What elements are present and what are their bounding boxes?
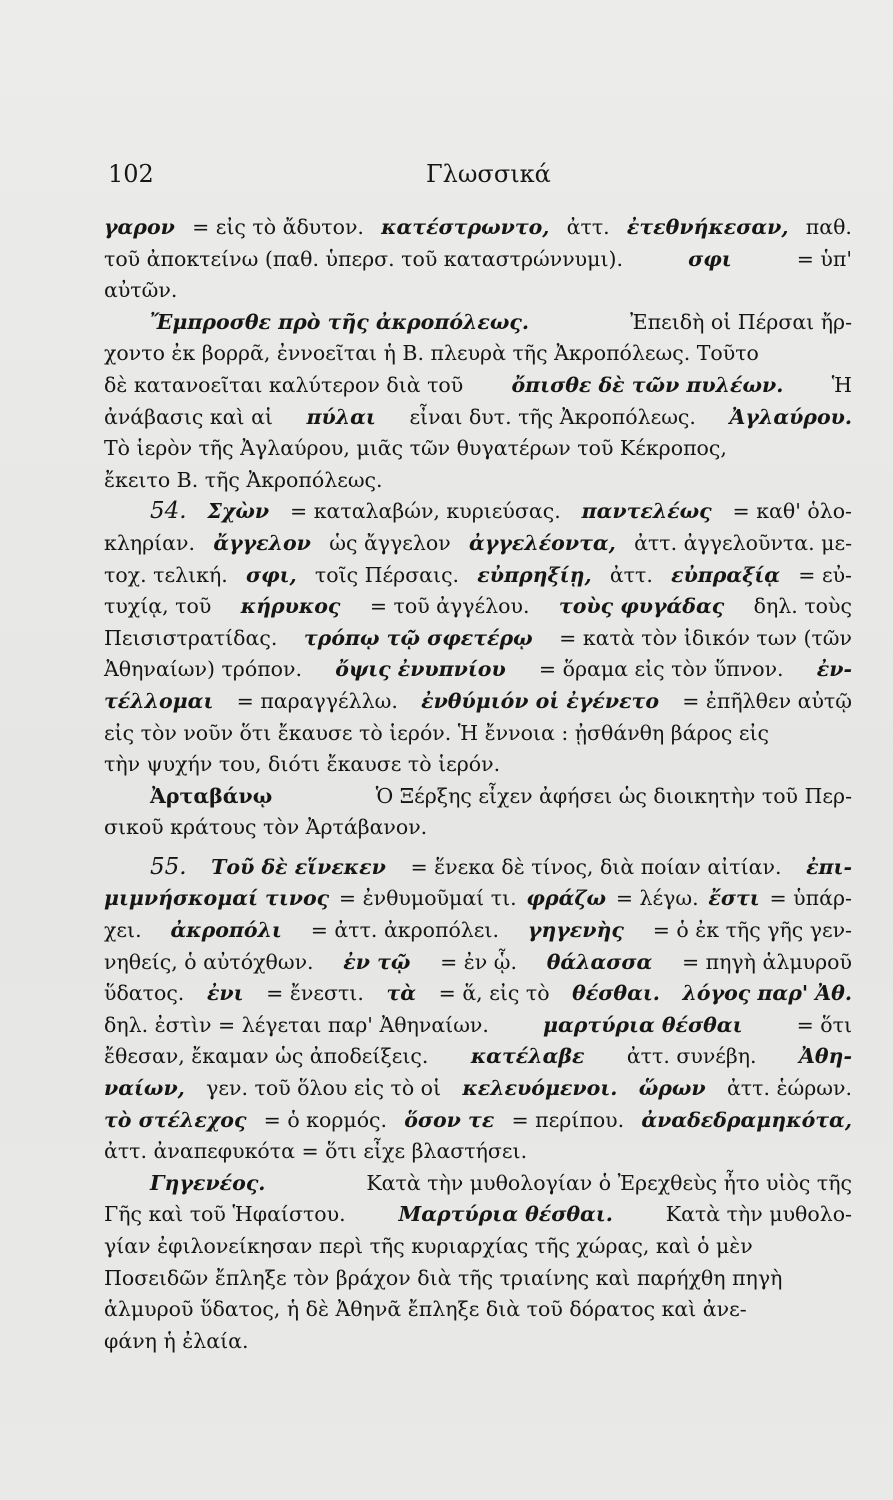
text-line xyxy=(104,947,852,979)
lemma-term: κελευόμενοι. xyxy=(462,1076,618,1101)
lemma-term: ὄπισθε δὲ τῶν πυλέων. xyxy=(511,372,784,397)
text-line xyxy=(104,560,852,592)
lemma-term: παντελέως xyxy=(581,499,712,524)
gloss-text: ἔκειτο Β. τῆς Ἀκροπόλεως. xyxy=(104,467,383,492)
lemma-term: σφι, xyxy=(245,562,297,587)
lemma-term: ναίων, xyxy=(104,1076,185,1101)
lemma-term: ἐν τῷ xyxy=(343,949,411,974)
lemma-term: Ἀθη- xyxy=(798,1044,852,1069)
text-line xyxy=(104,623,852,655)
gloss-text: γεν. τοῦ ὅλου εἰς τὸ οἱ xyxy=(206,1076,442,1101)
gloss-text: ἀττ. ἀγγελοῦντα. με- xyxy=(634,530,852,555)
text-line xyxy=(104,1168,852,1200)
gloss-text: = τοῦ ἀγγέλου. xyxy=(369,594,530,619)
commentary-text xyxy=(104,212,852,1357)
lemma-term: φράζω xyxy=(526,886,607,911)
running-title: Γλωσσικά xyxy=(426,160,551,188)
gloss-text: = ἀττ. ἀκροπόλει. xyxy=(310,918,499,943)
gloss-text: Ὁ Ξέρξης εἶχεν ἀφήσει ὡς διοικητὴν τοῦ Περ- xyxy=(375,783,852,808)
lemma-term: γηγενὴς xyxy=(527,918,624,943)
gloss-text: Πεισιστρατίδας. xyxy=(104,625,278,650)
gloss-text: ἁλμυροῦ ὕδατος, ἡ δὲ Ἀθηνᾶ ἔπληξε διὰ τοῦ δόρατος καὶ ἀνε- xyxy=(104,1297,747,1322)
lemma-term: τρόπῳ τῷ σφετέρῳ xyxy=(303,625,533,650)
lemma-term: Τοῦ δὲ εἵνεκεν xyxy=(211,854,386,879)
lemma-term: ἐπι- xyxy=(806,854,852,879)
text-line xyxy=(104,1294,852,1326)
lemma-term: κατέλαβε xyxy=(470,1044,585,1069)
lemma-term: τὸ στέλεχος xyxy=(104,1107,247,1132)
text-line xyxy=(104,852,852,884)
gloss-text: παθ. xyxy=(805,215,852,239)
lemma-term: Ἀγλαύρου. xyxy=(729,404,852,429)
lemma-term: ὄψις ἐνυπνίου xyxy=(335,657,506,682)
lemma-term: τέλλομαι xyxy=(104,688,214,713)
gloss-text: χει. xyxy=(104,918,142,943)
gloss-text: δὲ κατανοεῖται καλύτερον διὰ τοῦ xyxy=(104,372,464,397)
gloss-text: = καταλαβών, κυριεύσας. xyxy=(290,499,561,524)
lemma-term: λόγος παρ' Ἀθ. xyxy=(682,981,852,1006)
page-number: 102 xyxy=(108,160,154,188)
lemma-term: γαρον xyxy=(104,215,175,239)
text-line xyxy=(104,212,852,244)
gloss-text: τοῦ ἀποκτείνω (παθ. ὑπερσ. τοῦ καταστρώννυμι). xyxy=(104,246,624,271)
text-line xyxy=(104,812,852,844)
text-line xyxy=(104,883,852,915)
text-line xyxy=(104,402,852,434)
text-line xyxy=(104,1199,852,1231)
lemma-term: Ἔμπροσθε πρὸ τῆς ἀκροπόλεως. xyxy=(150,309,529,334)
lemma-term: εὐπρηξίῃ, xyxy=(477,562,592,587)
lemma-term: μιμνήσκομαί τινος xyxy=(104,886,330,911)
text-line xyxy=(104,338,852,370)
gloss-text: τὴν ψυχήν του, διότι ἔκαυσε τὸ ἱερόν. xyxy=(104,752,501,777)
gloss-text: φάνη ἡ ἐλαία. xyxy=(104,1328,249,1353)
lemma-term: τὰ xyxy=(386,981,417,1006)
lemma-term: ὅσον τε xyxy=(404,1107,495,1132)
gloss-text: αὐτῶν. xyxy=(104,278,178,303)
section-number: 54. xyxy=(150,498,187,525)
text-line xyxy=(104,915,852,947)
gloss-text: = ἅ, εἰς τὸ xyxy=(438,981,550,1006)
text-line xyxy=(104,781,852,813)
gloss-text: γίαν ἐφιλονείκησαν περὶ τῆς κυριαρχίας τῆς χώρας, καὶ ὁ μὲν xyxy=(104,1234,753,1258)
lemma-term: ἀγγελέοντα, xyxy=(469,530,616,555)
gloss-text: ἀττ. ἀναπεφυκότα = ὅτι εἶχε βλαστήσει. xyxy=(104,1139,528,1164)
gloss-text: = εὐ- xyxy=(798,562,852,587)
text-line xyxy=(104,496,852,528)
gloss-text: κληρίαν. xyxy=(104,530,195,555)
text-line xyxy=(104,465,852,497)
gloss-text: ἀττ. ἑώρων. xyxy=(726,1076,852,1101)
text-line xyxy=(104,1136,852,1168)
lemma-term: Μαρτύρια θέσθαι. xyxy=(398,1202,613,1227)
lemma-term: ἐτεθνήκεσαν, xyxy=(626,215,789,239)
gloss-text: Ἐπειδὴ οἱ Πέρσαι ἤρ- xyxy=(630,309,852,334)
gloss-text: τυχίᾳ, τοῦ xyxy=(104,594,212,619)
gloss-text: = πηγὴ ἁλμυροῦ xyxy=(681,949,852,974)
gloss-text: = ὅραμα εἰς τὸν ὕπνον. xyxy=(538,657,784,682)
gloss-text: = εἰς τὸ ἄδυτον. xyxy=(192,215,364,239)
lemma-term: ἄγγελον xyxy=(213,530,311,555)
lemma-term: πύλαι xyxy=(306,404,376,429)
gloss-text: = ὁ κορμός. xyxy=(263,1107,388,1132)
section-number: 55. xyxy=(150,853,187,880)
lemma-term: μαρτύρια θέσθαι xyxy=(542,1012,743,1037)
lemma-term: Γηγενέος. xyxy=(150,1170,266,1195)
page-header xyxy=(108,160,848,196)
gloss-text: ἀττ. xyxy=(609,562,653,587)
lemma-term: τοὺς φυγάδας xyxy=(558,594,725,619)
text-line xyxy=(104,275,852,307)
gloss-text: δηλ. ἐστὶν = λέγεται παρ' Ἀθηναίων. xyxy=(104,1012,489,1037)
lemma-term: σφι xyxy=(688,246,732,271)
gloss-text: Ἡ xyxy=(831,372,852,397)
gloss-text: = παραγγέλλω. xyxy=(236,688,398,713)
text-line xyxy=(104,244,852,276)
lemma-term: θέσθαι. xyxy=(572,981,660,1006)
gloss-text: Κατὰ τὴν μυθολο- xyxy=(665,1202,852,1227)
gloss-text: = καθ' ὁλο- xyxy=(732,499,852,524)
lemma-term: ἐνθύμιόν οἱ ἐγένετο xyxy=(421,688,659,713)
gloss-text: ὕδατος. xyxy=(104,981,185,1006)
text-line xyxy=(104,978,852,1010)
gloss-text: = ἕνεκα δὲ τίνος, διὰ ποίαν αἰτίαν. xyxy=(410,854,782,879)
gloss-text: ἔθεσαν, ἔκαμαν ὡς ἀποδείξεις. xyxy=(104,1044,429,1069)
gloss-text: = ὑπ' xyxy=(796,246,852,271)
lemma-term: θάλασσα xyxy=(546,949,653,974)
text-line xyxy=(104,718,852,750)
text-line xyxy=(104,1073,852,1105)
gloss-text: = ἐνθυμοῦμαί τι. xyxy=(338,886,517,911)
lemma-term: Σχὼν xyxy=(207,499,270,524)
gloss-text: ὡς ἄγγελον xyxy=(329,530,451,555)
gloss-text: = περίπου. xyxy=(511,1107,625,1132)
gloss-text: ἀττ. xyxy=(566,215,610,239)
gloss-text: = ἐπῆλθεν αὐτῷ xyxy=(682,688,852,713)
gloss-text: = ὅτι xyxy=(796,1012,852,1037)
text-line xyxy=(104,1041,852,1073)
gloss-text: Κατὰ τὴν μυθολογίαν ὁ Ἐρεχθεὺς ἦτο υἱὸς τῆς xyxy=(366,1170,852,1195)
lemma-term: ἔστι xyxy=(708,886,760,911)
text-line xyxy=(104,1263,852,1295)
text-line xyxy=(104,654,852,686)
gloss-text: τοχ. τελική. xyxy=(104,562,228,587)
gloss-text: νηθείς, ὁ αὐτόχθων. xyxy=(104,949,314,974)
text-line xyxy=(104,591,852,623)
gloss-text: = ἔνεστι. xyxy=(266,981,364,1006)
gloss-text: Τὸ ἱερὸν τῆς Ἀγλαύρου, μιᾶς τῶν θυγατέρων τοῦ Κέκροπος, xyxy=(104,436,727,461)
text-line xyxy=(104,749,852,781)
text-line xyxy=(104,1105,852,1137)
gloss-text: δηλ. τοὺς xyxy=(753,594,852,619)
lemma-term: ὥρων xyxy=(638,1076,706,1101)
text-line xyxy=(104,1231,852,1263)
gloss-text: = λέγω. xyxy=(615,886,699,911)
gloss-text: ἀνάβασις καὶ αἱ xyxy=(104,404,273,429)
gloss-text: = ὑπάρ- xyxy=(769,886,852,911)
lemma-term: ἐν- xyxy=(816,657,852,682)
gloss-text: Ποσειδῶν ἔπληξε τὸν βράχον διὰ τῆς τριαίνης καὶ παρήχθη πηγὴ xyxy=(104,1265,783,1290)
text-line xyxy=(104,307,852,339)
text-line xyxy=(104,528,852,560)
lemma-term: Ἀρταβάνῳ xyxy=(150,783,273,808)
lemma-term: ἀναδεδραμηκότα, xyxy=(641,1107,852,1132)
gloss-text: εἶναι δυτ. τῆς Ἀκροπόλεως. xyxy=(409,404,696,429)
gloss-text: σικοῦ κράτους τὸν Ἀρτάβανον. xyxy=(104,815,428,840)
text-line xyxy=(104,1010,852,1042)
lemma-term: κατέστρωντο, xyxy=(381,215,550,239)
lemma-term: κήρυκος xyxy=(240,594,341,619)
gloss-text: Γῆς καὶ τοῦ Ἡφαίστου. xyxy=(104,1202,346,1227)
gloss-text: χοντο ἐκ βορρᾶ, ἐννοεῖται ἡ Β. πλευρὰ τῆς Ἀκροπόλεως. Τοῦτο xyxy=(104,341,759,366)
lemma-term: ἀκροπόλι xyxy=(170,918,282,943)
gloss-text: τοῖς Πέρσαις. xyxy=(314,562,460,587)
text-line xyxy=(104,433,852,465)
text-line xyxy=(104,686,852,718)
lemma-term: εὐπραξίᾳ xyxy=(671,562,781,587)
gloss-text: εἰς τὸν νοῦν ὅτι ἔκαυσε τὸ ἱερόν. Ἡ ἔννοια : ᾐσθάνθη βάρος εἰς xyxy=(104,720,770,745)
gloss-text: = κατὰ τὸν ἰδικόν των (τῶν xyxy=(559,625,852,650)
gloss-text: = ἐν ᾧ. xyxy=(440,949,517,974)
gloss-text: = ὁ ἐκ τῆς γῆς γεν- xyxy=(652,918,852,943)
text-line xyxy=(104,370,852,402)
gloss-text: Ἀθηναίων) τρόπον. xyxy=(104,657,302,682)
text-line xyxy=(104,1326,852,1358)
section-gap xyxy=(104,844,852,852)
gloss-text: ἀττ. συνέβη. xyxy=(626,1044,757,1069)
lemma-term: ἐνι xyxy=(206,981,244,1006)
